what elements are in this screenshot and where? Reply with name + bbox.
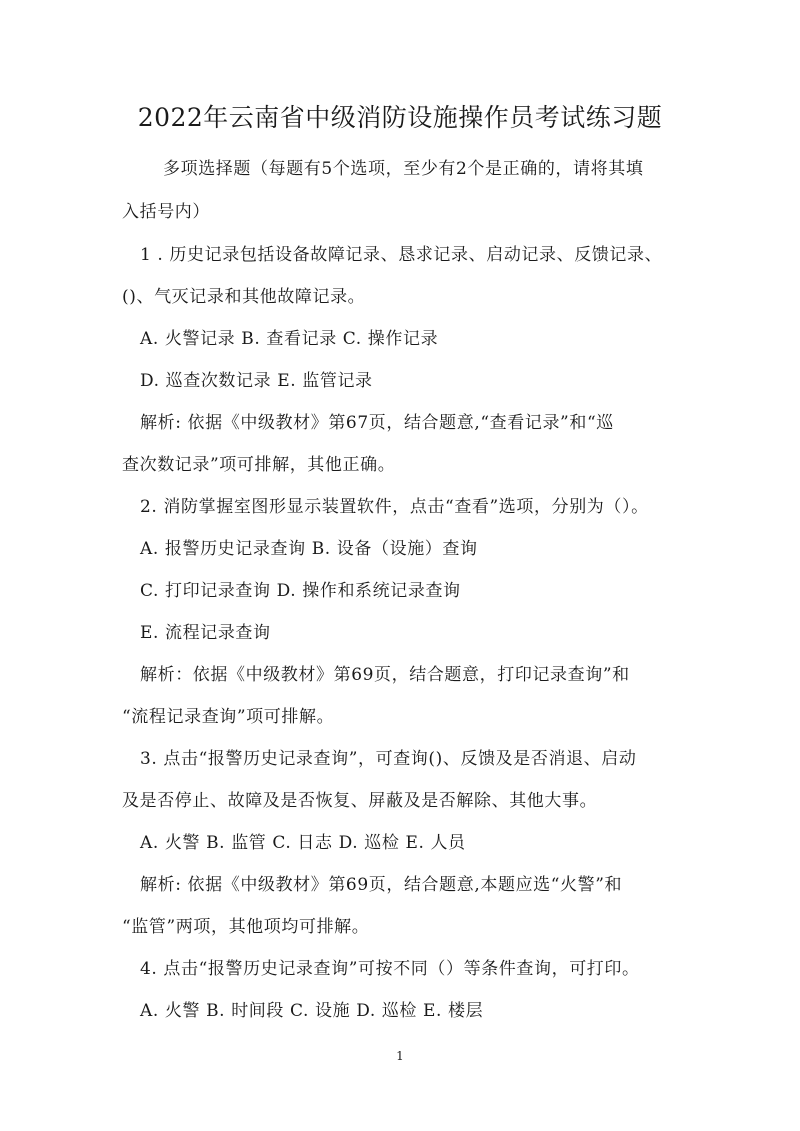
- instruction-line-2: 入括号内）: [122, 202, 210, 222]
- instruction-line-1: 多项选择题（每题有5个选项，至少有2个是正确的，请将其填: [163, 159, 644, 179]
- page-number: 1: [396, 1049, 404, 1063]
- question-4-line-1: 4. 点击“报警历史记录查询”可按不同（）等条件查询，可打印。: [140, 959, 640, 979]
- question-3-options: A. 火警 B. 监管 C. 日志 D. 巡检 E. 人员: [140, 833, 466, 853]
- question-2-line-1: 2. 消防掌握室图形显示装置软件，点击“查看”选项，分别为（）。: [140, 497, 649, 517]
- question-1-analysis-1: 解析: 依据《中级教材》第67页，结合题意,“查看记录”和“巡: [140, 413, 614, 433]
- question-1-line-2: ()、气灭记录和其他故障记录。: [122, 287, 366, 307]
- question-2-analysis-1: 解析：依据《中级教材》第69页，结合题意，打印记录查询”和: [140, 665, 630, 685]
- question-3-line-1: 3. 点击“报警历史记录查询”，可查询()、反馈及是否消退、启动: [140, 749, 637, 769]
- question-3-line-2: 及是否停止、故障及是否恢复、屏蔽及是否解除、其他大事。: [122, 791, 598, 811]
- question-1-options-2: D. 巡查次数记录 E. 监管记录: [140, 371, 373, 391]
- question-2-analysis-2: “流程记录查询”项可排解。: [122, 707, 335, 727]
- question-1-line-1: 1 . 历史记录包括设备故障记录、恳求记录、启动记录、反馈记录、: [140, 245, 663, 265]
- document-title: 2022年云南省中级消防设施操作员考试练习题: [137, 103, 663, 132]
- question-1-analysis-2: 查次数记录”项可排解，其他正确。: [122, 455, 396, 475]
- question-3-analysis-2: “监管”两项，其他项均可排解。: [122, 917, 370, 937]
- question-1-options-1: A. 火警记录 B. 查看记录 C. 操作记录: [140, 329, 439, 349]
- question-4-options: A. 火警 B. 时间段 C. 设施 D. 巡检 E. 楼层: [140, 1001, 484, 1021]
- question-2-options-1: A. 报警历史记录查询 B. 设备（设施）查询: [140, 539, 478, 559]
- question-2-options-3: E. 流程记录查询: [140, 623, 271, 643]
- question-3-analysis-1: 解析: 依据《中级教材》第69页，结合题意,本题应选“火警”和: [140, 875, 623, 895]
- question-2-options-2: C. 打印记录查询 D. 操作和系统记录查询: [140, 581, 461, 601]
